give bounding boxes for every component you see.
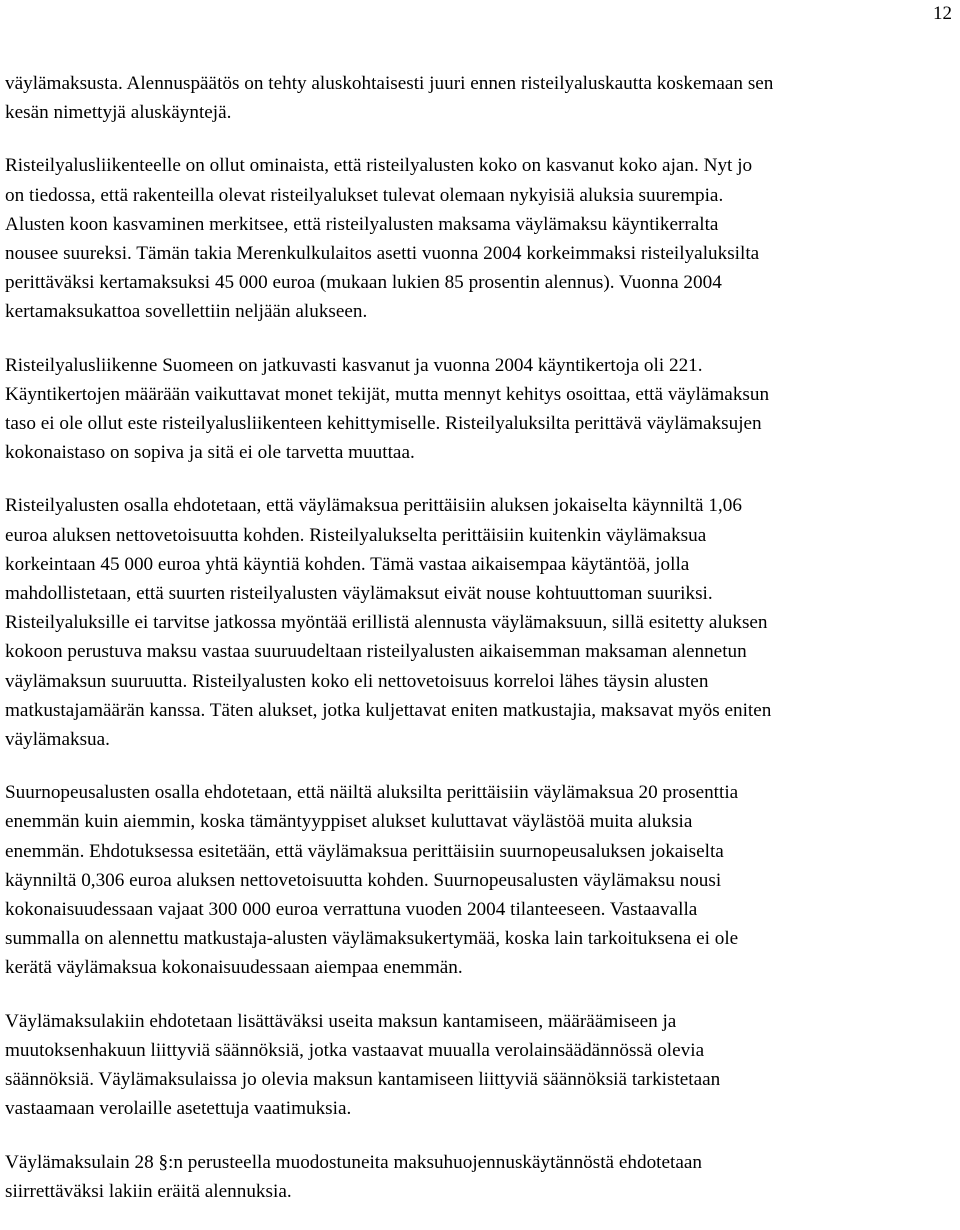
paragraph-discount-decision: väylämaksusta. Alennuspäätös on tehty aluskohtaisesti juuri ennen risteilyaluskautta koskemaan sen kesän nimettyjä aluskäyntejä. [5, 73, 774, 124]
document-body [5, 69, 955, 1230]
paragraph-cruise-ship-size: Risteilyalusliikenteelle on ollut ominaista, että risteilyalusten koko on kasvanut koko ajan. Nyt jo on tiedossa, että rakenteilla olevat risteilyalukset tulevat olemaan nykyisiä aluksia suurempia. Alusten koon kasvaminen merkitsee, että risteilyalusten maksama väylämaksu käyntikerralta nousee suureksi. Tämän takia Merenkulkulaitos asetti vuonna 2004 korkeimmaksi risteilyaluksilta perittäväksi kertamaksuksi 45 000 euroa (mukaan lukien 85 prosentin alennus). Vuonna 2004 kertamaksukattoa sovellettiin neljään alukseen. [5, 155, 760, 323]
paragraph-high-speed-vessels: Suurnopeusalusten osalla ehdotetaan, että näiltä aluksilta perittäisiin väylämaksua 20 prosenttia enemmän kuin aiemmin, koska tämäntyyppiset alukset kuluttavat väylästöä muita aluksia enemmän. Ehdotuksessa esitetään, että väylämaksua perittäisiin suurnopeusaluksen jokaiselta käynniltä 0,306 euroa aluksen nettovetoisuutta kohden. Suurnopeusalusten väylämaksu nousi kokonaisuudessaan vajaat 300 000 euroa verrattuna vuoden 2004 tilanteeseen. Vastaavalla summalla on alennettu matkustaja-alusten väylämaksukertymää, koska lain tarkoituksena ei ole kerätä väylämaksua kokonaisuudessaan aiempaa enemmän. [5, 782, 739, 979]
paragraph-section-28-discounts: Väylämaksulain 28 §:n perusteella muodostuneita maksuhuojennuskäytännöstä ehdotetaan siirrettäväksi lakiin eräitä alennuksia. [5, 1151, 702, 1202]
paragraph-collection-provisions: Väylämaksulakiin ehdotetaan lisättäväksi useita maksun kantamiseen, määräämiseen ja muutoksenhakuun liittyviä säännöksiä, jotka vastaavat muualla verolainsäädännössä olevia säännöksiä. Väylämaksulaissa jo olevia maksun kantamiseen liittyviä säännöksiä tarkistetaan vastaamaan verolaille asetettuja vaatimuksia. [5, 1010, 721, 1120]
page-number: 12 [933, 3, 952, 24]
paragraph-cruise-fee-proposal: Risteilyalusten osalla ehdotetaan, että väylämaksua perittäisiin aluksen jokaiselta käynniltä 1,06 euroa aluksen nettovetoisuutta kohden. Risteilyalukselta perittäisiin kuitenkin väylämaksua korkeintaan 45 000 euroa yhtä käyntiä kohden. Tämä vastaa aikaisempaa käytäntöä, jolla mahdollistetaan, että suurten risteilyalusten väylämaksut eivät nouse kohtuuttoman suuriksi. Risteilyaluksille ei tarvitse jatkossa myöntää erillistä alennusta väylämaksuun, sillä esitetty aluksen kokoon perustuva maksu vastaa suuruudeltaan risteilyalusten aikaisemman maksaman alennetun väylämaksun suuruutta. Risteilyalusten koko eli nettovetoisuus korreloi lähes täysin alusten matkustajamäärän kanssa. Täten alukset, jotka kuljettavat eniten matkustajia, maksavat myös eniten väylämaksua. [5, 495, 772, 751]
paragraph-cruise-traffic-growth: Risteilyalusliikenne Suomeen on jatkuvasti kasvanut ja vuonna 2004 käyntikertoja oli 221. Käyntikertojen määrään vaikuttavat monet tekijät, mutta mennyt kehitys osoittaa, että väylämaksun taso ei ole ollut este risteilyalusliikenteen kehittymiselle. Risteilyaluksilta perittävä väylämaksujen kokonaistaso on sopiva ja sitä ei ole tarvetta muuttaa. [5, 354, 770, 464]
